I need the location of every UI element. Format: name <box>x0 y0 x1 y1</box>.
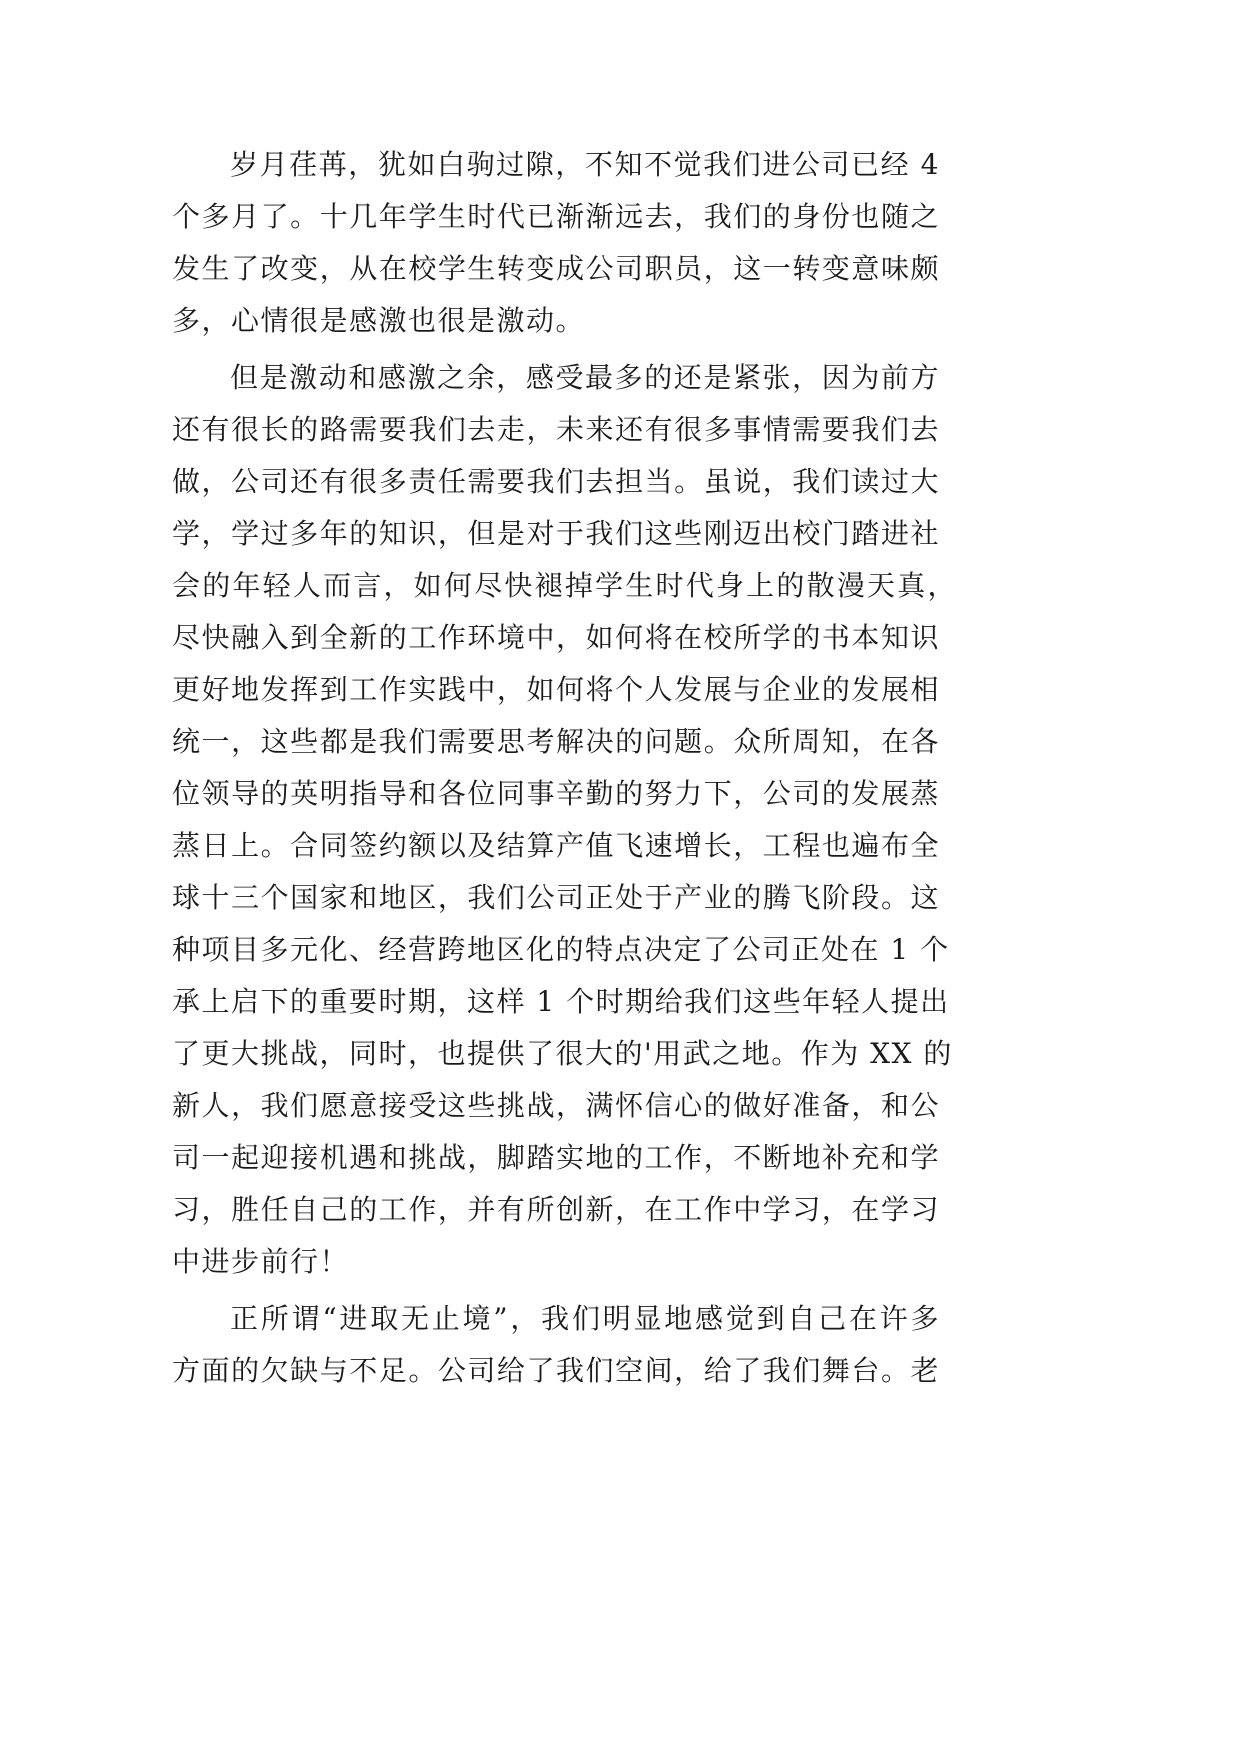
text-line: 更好地发挥到工作实践中，如何将个人发展与企业的发展相 <box>172 673 940 706</box>
text-line: 多，心情很是感激也很是激动。 <box>172 304 586 337</box>
text-line: 但是激动和感激之余，感受最多的还是紧张，因为前方 <box>230 361 940 394</box>
text-line: 司一起迎接机遇和挑战，脚踏实地的工作，不断地补充和学 <box>172 1141 940 1174</box>
text-line: 新人，我们愿意接受这些挑战，满怀信心的做好准备，和公 <box>172 1089 940 1122</box>
paragraph-1 <box>172 139 940 347</box>
text-line: 中进步前行！ <box>172 1245 350 1278</box>
text-line: 做，公司还有很多责任需要我们去担当。虽说，我们读过大 <box>172 465 940 498</box>
text-line: 习，胜任自己的工作，并有所创新，在工作中学习，在学习 <box>172 1193 940 1226</box>
text-line: 方面的欠缺与不足。公司给了我们空间，给了我们舞台。老 <box>172 1354 940 1387</box>
text-line: 还有很长的路需要我们去走，未来还有很多事情需要我们去 <box>172 413 940 446</box>
text-line: 位领导的英明指导和各位同事辛勤的努力下，公司的发展蒸 <box>172 777 940 810</box>
text-line: 学，学过多年的知识，但是对于我们这些刚迈出校门踏进社 <box>172 517 940 550</box>
text-line: 尽快融入到全新的工作环境中，如何将在校所学的书本知识 <box>172 621 940 654</box>
text-line: 发生了改变，从在校学生转变成公司职员，这一转变意味颇 <box>172 252 940 285</box>
text-line: 正所谓“进取无止境”，我们明显地感觉到自己在许多 <box>230 1302 940 1335</box>
text-line: 了更大挑战，同时，也提供了很大的'用武之地。作为 XX 的 <box>172 1037 953 1070</box>
text-line: 岁月荏苒，犹如白驹过隙，不知不觉我们进公司已经 4 <box>230 148 940 181</box>
text-line: 会的年轻人而言，如何尽快褪掉学生时代身上的散漫天真， <box>172 569 957 602</box>
text-line: 种项目多元化、经营跨地区化的特点决定了公司正处在 1 个 <box>172 933 950 966</box>
text-line: 统一，这些都是我们需要思考解决的问题。众所周知，在各 <box>172 725 940 758</box>
text-line: 蒸日上。合同签约额以及结算产值飞速增长，工程也遍布全 <box>172 829 940 862</box>
paragraph-2 <box>172 352 957 1288</box>
text-line: 个多月了。十几年学生时代已渐渐远去，我们的身份也随之 <box>172 200 940 233</box>
paragraph-3 <box>172 1293 940 1397</box>
text-line: 球十三个国家和地区，我们公司正处于产业的腾飞阶段。这 <box>172 881 940 914</box>
document-body <box>172 139 957 1402</box>
text-line: 承上启下的重要时期，这样 1 个时期给我们这些年轻人提出 <box>172 985 950 1018</box>
